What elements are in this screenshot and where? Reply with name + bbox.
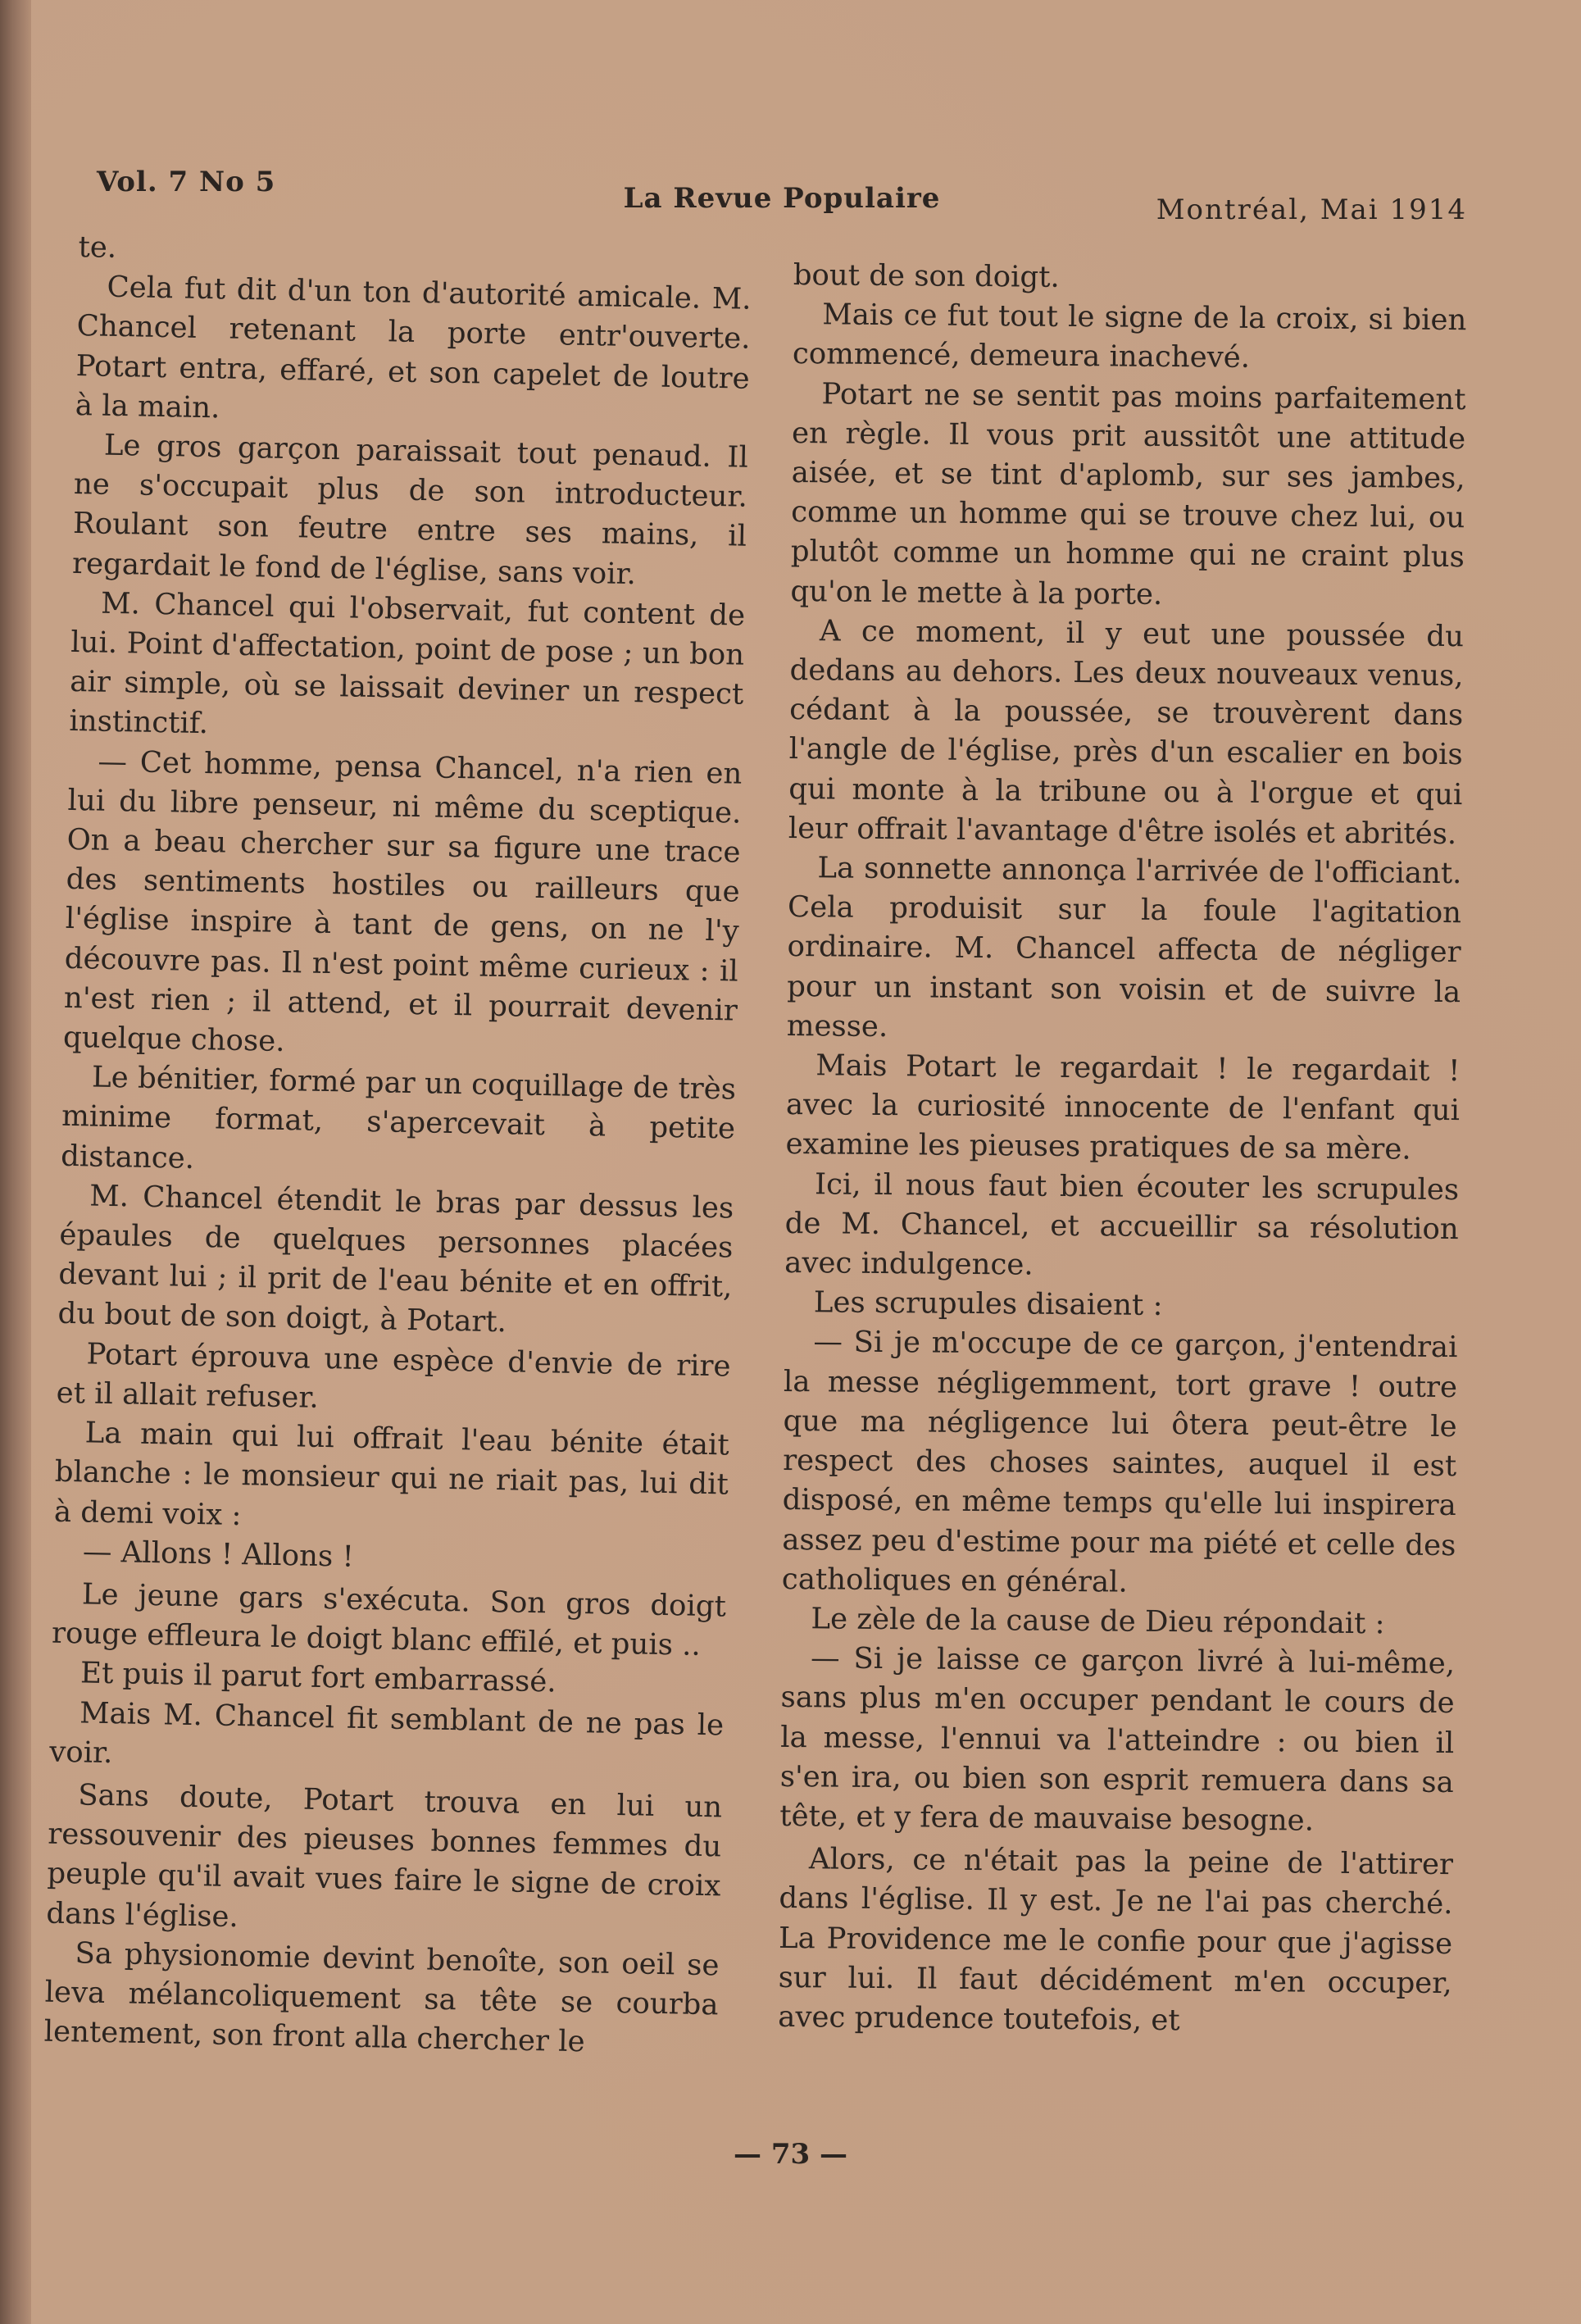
paragraph: te. bbox=[78, 230, 117, 265]
paragraph: M. Chancel étendit le bras par dessus les épaules de quelques personnes placées devant lui ; il prit de l'eau bénite et en offrit, du bout de son doigt, à Potart. bbox=[57, 1179, 734, 1339]
paragraph: M. Chancel qui l'observait, fut content de lui. Point d'affectation, point de pose ; un bon air simple, où se laissait deviner un respect instinctif. bbox=[69, 586, 746, 741]
paragraph: Ici, il nous faut bien écouter les scrupules de M. Chancel, et accueillir sa résolution avec indulgence. bbox=[784, 1167, 1460, 1282]
paragraph: Le jeune gars s'exécuta. Son gros doigt rouge effleura le doigt blanc effilé, et puis .. bbox=[51, 1577, 727, 1662]
paragraph: — Si je m'occupe de ce garçon, j'entendrai la messe négligemment, tort grave ! outre que ma négligence lui ôtera peut-être le respect des choses saintes, auquel il est disposé, en même temps qu'elle lui inspirera assez peu d'estime pour ma piété et celle des catholiques en général. bbox=[781, 1325, 1458, 1599]
paragraph: La sonnette annonça l'arrivée de l'officiant. Cela produisit sur la foule l'agitation ordinaire. M. Chancel affecta de négliger pour un instant son voisin et de suivre la messe. bbox=[786, 851, 1462, 1044]
paragraph: — Si je laisse ce garçon livré à lui-même, sans plus m'en occuper pendant le cours de la messe, l'ennui va l'atteindre : ou bien il s'en ira, ou bien son esprit remuera dans sa tête, et y fera de mauvaise besogne. bbox=[779, 1641, 1456, 1838]
paragraph: Le gros garçon paraissait tout penaud. Il ne s'occupait plus de son introducteur. Roulant son feutre entre ses mains, il regardait le fond de l'église, sans voir. bbox=[71, 428, 749, 591]
paragraph: Cela fut dit d'un ton d'autorité amicale. M. Chancel retenant la porte entr'ouverte. Potart entra, effaré, et son capelet de loutre à la main. bbox=[75, 270, 752, 425]
page-number: — 73 — bbox=[734, 2138, 847, 2171]
paragraph: Potart éprouva une espèce d'envie de rire et il allait refuser. bbox=[56, 1337, 731, 1415]
left-column bbox=[43, 228, 752, 2065]
journal-title: La Revue Populaire bbox=[623, 182, 941, 215]
paragraph: Et puis il parut fort embarrassé. bbox=[80, 1656, 557, 1699]
paragraph: Sans doute, Potart trouva en lui un ressouvenir des pieuses bonnes femmes du peuple qu'il avait vues faire le signe de croix dans l'église. bbox=[46, 1778, 723, 1934]
paragraph: Sa physionomie devint benoîte, son oeil se leva mélancoliquement sa tête se courba lentement, son front alla chercher le bbox=[43, 1936, 720, 2059]
paragraph: — Allons ! Allons ! bbox=[82, 1535, 355, 1574]
paragraph: Mais Potart le regardait ! le regardait ! avec la curiosité innocente de l'enfant qui examine les pieuses pratiques de sa mère. bbox=[785, 1048, 1461, 1167]
volume-number: Vol. 7 No 5 bbox=[97, 166, 276, 198]
paragraph: Potart ne se sentit pas moins parfaitement en règle. Il vous prit aussitôt une attitude aisée, et se tint d'aplomb, sur ses jambes, comme un homme qui se trouve chez lui, ou plutôt comme un homme qui ne craint plus qu'on le mette à la porte. bbox=[790, 376, 1466, 612]
paragraph: Mais M. Chancel fit semblant de ne pas le voir. bbox=[48, 1695, 725, 1770]
paragraph: La main qui lui offrait l'eau bénite était blanche : le monsieur qui ne riait pas, lui dit à demi voix : bbox=[53, 1416, 730, 1532]
paragraph: Le bénitier, formé par un coquillage de très minime format, s'apercevait à petite distance. bbox=[60, 1060, 737, 1176]
running-header bbox=[97, 161, 1467, 226]
paragraph: Alors, ce n'était pas la peine de l'attirer dans l'église. Il y est. Je ne l'ai pas cherché. La Providence me le confie pour que j'agisse sur lui. Il faut décidément m'en occuper, avec prudence toutefois, et bbox=[778, 1842, 1454, 2038]
paragraph: Le zèle de la cause de Dieu répondait : bbox=[811, 1602, 1385, 1641]
paragraph: — Cet homme, pensa Chancel, n'a rien en lui du libre penseur, ni même du sceptique. On a beau chercher sur sa figure une trace des sentiments hostiles ou railleurs que l'église inspire à tant de gens, on ne l'y découvre pas. Il n'est point même curieux : il n'est rien ; il attend, et il pourrait devenir quelque chose. bbox=[62, 744, 743, 1059]
issue-date: Montréal, Mai 1914 bbox=[1156, 193, 1467, 226]
binding-edge bbox=[0, 0, 31, 2324]
paragraph: A ce moment, il y eut une poussée du dedans au dehors. Les deux nouveaux venus, cédant à la poussée, se trouvèrent dans l'angle de l'église, près d'un escalier en bois qui monte à la tribune ou à l'orgue et qui leur offrait l'avantage d'être isolés et abrités. bbox=[788, 614, 1465, 851]
paragraph: bout de son doigt. bbox=[793, 257, 1060, 294]
paragraph: Mais ce fut tout le signe de la croix, si bien commencé, demeura inachevé. bbox=[792, 298, 1467, 375]
right-column bbox=[778, 256, 1467, 2043]
paragraph: Les scrupules disaient : bbox=[813, 1285, 1163, 1323]
